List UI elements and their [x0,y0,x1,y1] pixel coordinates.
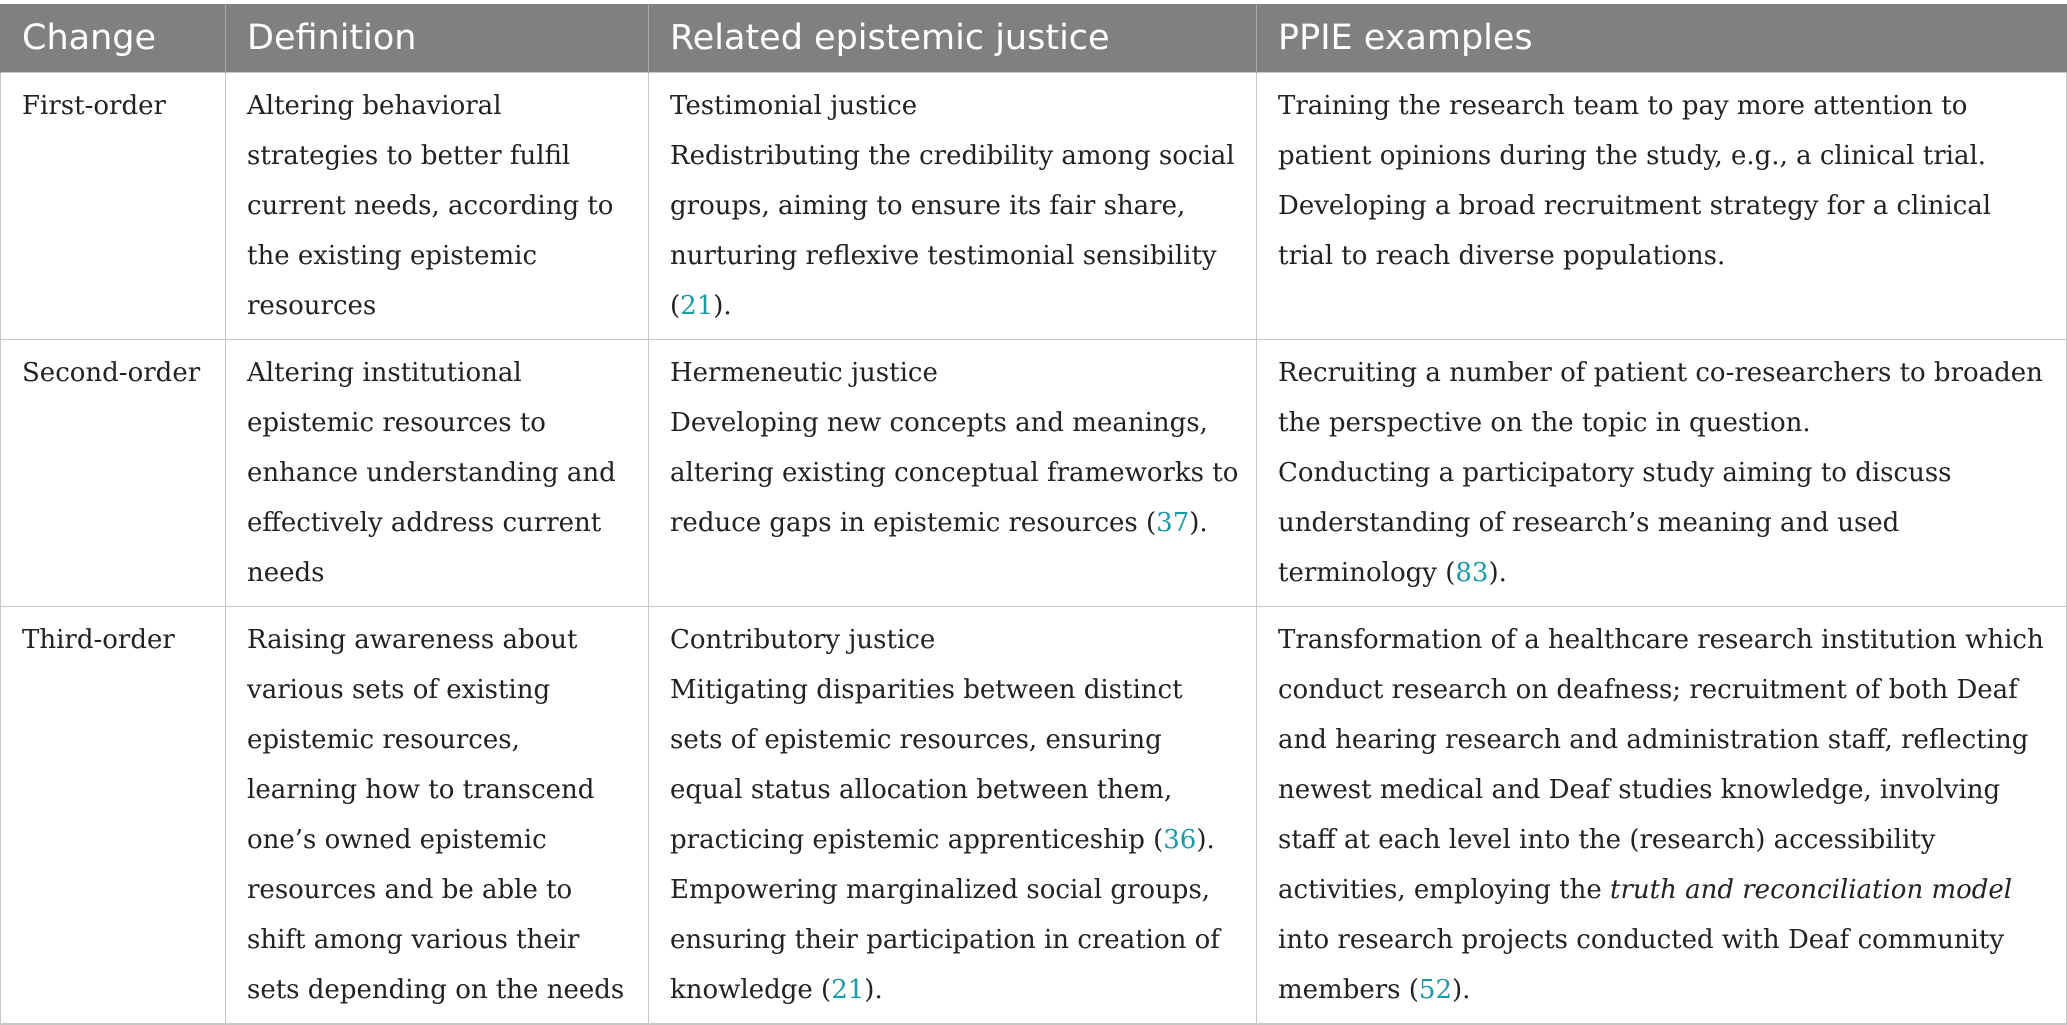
change-cell: Third-order [1,607,226,1025]
header-related-justice: Related epistemic justice [649,4,1257,73]
justice-description: Redistributing the credibility among social groups, aiming to ensure its fair share, nurturing reflexive testimonial sensibility (21). [670,141,1235,321]
justice-cell [649,607,1257,1025]
header-row [1,4,2067,73]
ppie-example: Training the research team to pay more attention to patient opinions during the study, e.g., a clinical trial. [1278,91,1987,171]
citation-link[interactable]: 52 [1418,975,1452,1005]
header-definition: Definition [226,4,649,73]
citation-link[interactable]: 37 [1156,508,1190,538]
ppie-example: Developing a broad recruitment strategy for a clinical trial to reach diverse populations. [1278,191,1992,271]
definition-cell: Altering institutional epistemic resources to enhance understanding and effectively address current needs [226,340,649,607]
justice-description: Empowering marginalized social groups, ensuring their participation in creation of knowledge (21). [670,875,1220,1005]
citation-link[interactable]: 36 [1163,825,1197,855]
header-change: Change [1,4,226,73]
epistemic-change-table [0,4,2067,1025]
definition-cell: Altering behavioral strategies to better fulfil current needs, according to the existing epistemic resources [226,73,649,340]
justice-cell [649,73,1257,340]
justice-description: Developing new concepts and meanings, altering existing conceptual frameworks to reduce gaps in epistemic resources (37). [670,408,1239,538]
ppie-example: Transformation of a healthcare research institution which conduct research on deafness; recruitment of both Deaf and hearing research and administration staff, reflecting newest medical and Deaf studies knowledge, involving staff at each level into the (research) accessibility activities, employing the truth and reconciliation model into research projects conducted with Deaf community members (52). [1278,625,2044,1005]
header-ppie-examples: PPIE examples [1257,4,2067,73]
justice-cell [649,340,1257,607]
citation-link[interactable]: 21 [680,291,714,321]
change-cell: First-order [1,73,226,340]
change-cell: Second-order [1,340,226,607]
ppie-example: Recruiting a number of patient co-researchers to broaden the perspective on the topic in question. [1278,358,2043,438]
citation-link[interactable]: 83 [1455,558,1489,588]
italic-term: truth and reconciliation model [1610,875,2013,905]
definition-cell: Raising awareness about various sets of existing epistemic resources, learning how to transcend one’s owned epistemic resources and be able to shift among various their sets depending on the needs [226,607,649,1025]
justice-title: Testimonial justice [670,91,918,121]
ppie-cell [1257,607,2067,1025]
ppie-example: Conducting a participatory study aiming to discuss understanding of research’s meaning and used terminology (83). [1278,458,1952,588]
citation-link[interactable]: 21 [831,975,865,1005]
justice-title: Hermeneutic justice [670,358,938,388]
ppie-cell [1257,340,2067,607]
justice-title: Contributory justice [670,625,936,655]
table-row [1,73,2067,340]
ppie-cell [1257,73,2067,340]
justice-description: Mitigating disparities between distinct sets of epistemic resources, ensuring equal status allocation between them, practicing epistemic apprenticeship (36). [670,675,1215,855]
table-row [1,340,2067,607]
table-row [1,607,2067,1025]
